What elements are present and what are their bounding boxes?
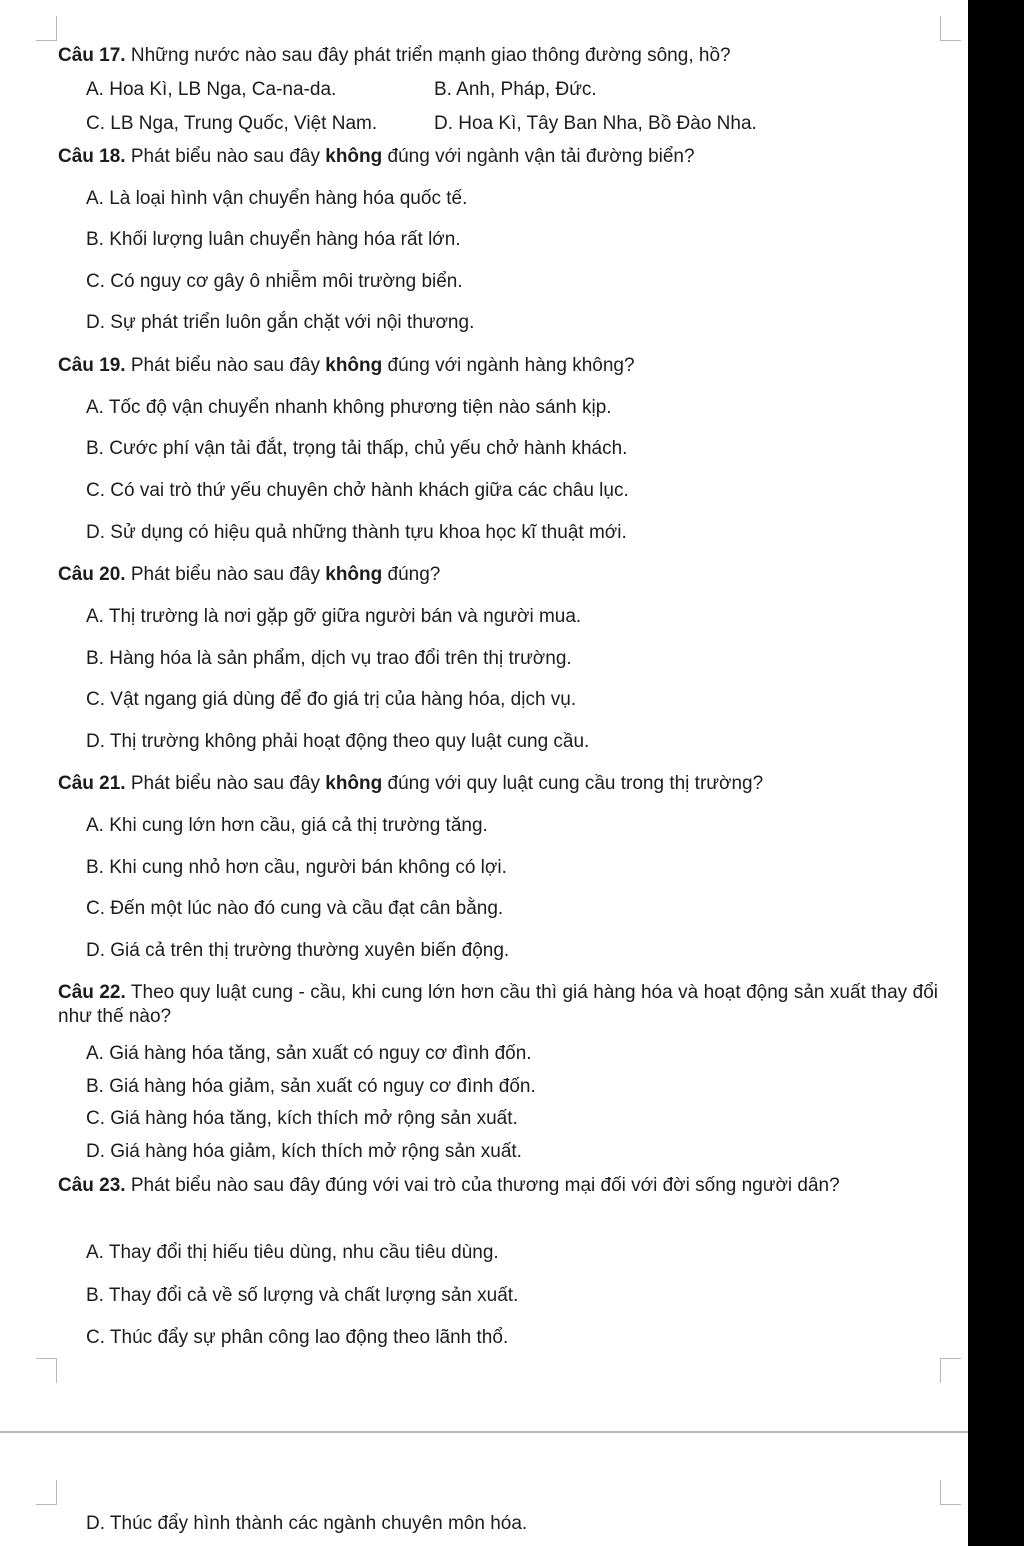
margin-corner-mark (36, 16, 57, 41)
option-22-a: A. Giá hàng hóa tăng, sản xuất có nguy cơ đình đốn. (86, 1043, 532, 1064)
option-21-c: C. Đến một lúc nào đó cung và cầu đạt cân bằng. (86, 898, 504, 919)
question-emphasis: không (325, 564, 383, 585)
option-21-a: A. Khi cung lớn hơn cầu, giá cả thị trường tăng. (86, 815, 488, 836)
question-18 (58, 145, 695, 169)
option-20-d: D. Thị trường không phải hoạt động theo quy luật cung cầu. (86, 731, 590, 752)
option-17-b: B. Anh, Pháp, Đức. (434, 79, 597, 100)
margin-corner-mark (36, 1358, 57, 1383)
question-label: Câu 23. (58, 1175, 126, 1196)
question-emphasis: không (325, 773, 383, 794)
option-18-c: C. Có nguy cơ gây ô nhiễm môi trường biển. (86, 271, 463, 292)
question-22 (58, 981, 938, 1029)
question-21 (58, 772, 763, 796)
option-17-c: C. LB Nga, Trung Quốc, Việt Nam. (86, 113, 378, 134)
question-text: Phát biểu nào sau đây (130, 355, 320, 376)
option-22-d: D. Giá hàng hóa giảm, kích thích mở rộng sản xuất. (86, 1141, 522, 1162)
page-break-line (0, 1431, 968, 1433)
option-18-a: A. Là loại hình vận chuyển hàng hóa quốc tế. (86, 188, 468, 209)
option-23-b: B. Thay đổi cả về số lượng và chất lượng sản xuất. (86, 1285, 519, 1306)
question-text: đúng với ngành vận tải đường biển? (387, 146, 695, 167)
margin-corner-mark (940, 1358, 961, 1383)
option-22-c: C. Giá hàng hóa tăng, kích thích mở rộng sản xuất. (86, 1108, 518, 1129)
option-19-c: C. Có vai trò thứ yếu chuyên chở hành khách giữa các châu lục. (86, 480, 629, 501)
question-label: Câu 20. (58, 564, 126, 585)
option-18-b: B. Khối lượng luân chuyển hàng hóa rất lớn. (86, 229, 461, 250)
question-label: Câu 19. (58, 355, 126, 376)
question-text: đúng? (387, 564, 441, 585)
question-emphasis: không (325, 355, 383, 376)
option-18-d: D. Sự phát triển luôn gắn chặt với nội thương. (86, 312, 475, 333)
option-23-d: D. Thúc đẩy hình thành các ngành chuyên môn hóa. (86, 1513, 528, 1534)
option-19-d: D. Sử dụng có hiệu quả những thành tựu khoa học kĩ thuật mới. (86, 522, 627, 543)
question-text: đúng với quy luật cung cầu trong thị trường? (387, 773, 764, 794)
screen-edge-strip (968, 0, 1024, 1546)
question-text: Phát biểu nào sau đây (130, 773, 320, 794)
option-20-c: C. Vật ngang giá dùng để đo giá trị của hàng hóa, dịch vụ. (86, 689, 577, 710)
question-text: Phát biểu nào sau đây đúng với vai trò của thương mại đối với đời sống người dân? (130, 1175, 840, 1196)
question-23 (58, 1174, 938, 1198)
option-21-b: B. Khi cung nhỏ hơn cầu, người bán không có lợi. (86, 857, 507, 878)
option-17-d: D. Hoa Kì, Tây Ban Nha, Bồ Đào Nha. (434, 113, 757, 134)
option-23-c: C. Thúc đẩy sự phân công lao động theo lãnh thổ. (86, 1327, 509, 1348)
option-19-b: B. Cước phí vận tải đắt, trọng tải thấp, chủ yếu chở hành khách. (86, 438, 628, 459)
margin-corner-mark (940, 1480, 961, 1505)
question-label: Câu 18. (58, 146, 126, 167)
option-20-b: B. Hàng hóa là sản phẩm, dịch vụ trao đổi trên thị trường. (86, 648, 572, 669)
option-17-a: A. Hoa Kì, LB Nga, Ca-na-da. (86, 79, 337, 100)
question-19 (58, 354, 635, 378)
question-label: Câu 21. (58, 773, 126, 794)
margin-corner-mark (36, 1480, 57, 1505)
option-21-d: D. Giá cả trên thị trường thường xuyên biến động. (86, 940, 510, 961)
question-text: Phát biểu nào sau đây (130, 564, 320, 585)
option-23-a: A. Thay đổi thị hiếu tiêu dùng, nhu cầu tiêu dùng. (86, 1242, 499, 1263)
option-20-a: A. Thị trường là nơi gặp gỡ giữa người bán và người mua. (86, 606, 582, 627)
question-text: Theo quy luật cung - cầu, khi cung lớn hơn cầu thì giá hàng hóa và hoạt động sản xuất thay đổi như thế nào? (58, 982, 938, 1027)
question-17 (58, 44, 731, 68)
question-text: đúng với ngành hàng không? (387, 355, 635, 376)
question-emphasis: không (325, 146, 383, 167)
question-label: Câu 17. (58, 45, 126, 66)
question-label: Câu 22. (58, 982, 126, 1003)
question-text: Những nước nào sau đây phát triển mạnh giao thông đường sông, hồ? (130, 45, 731, 66)
margin-corner-mark (940, 16, 961, 41)
option-22-b: B. Giá hàng hóa giảm, sản xuất có nguy cơ đình đốn. (86, 1076, 536, 1097)
question-20 (58, 563, 440, 587)
question-text: Phát biểu nào sau đây (130, 146, 320, 167)
option-19-a: A. Tốc độ vận chuyển nhanh không phương tiện nào sánh kịp. (86, 397, 612, 418)
